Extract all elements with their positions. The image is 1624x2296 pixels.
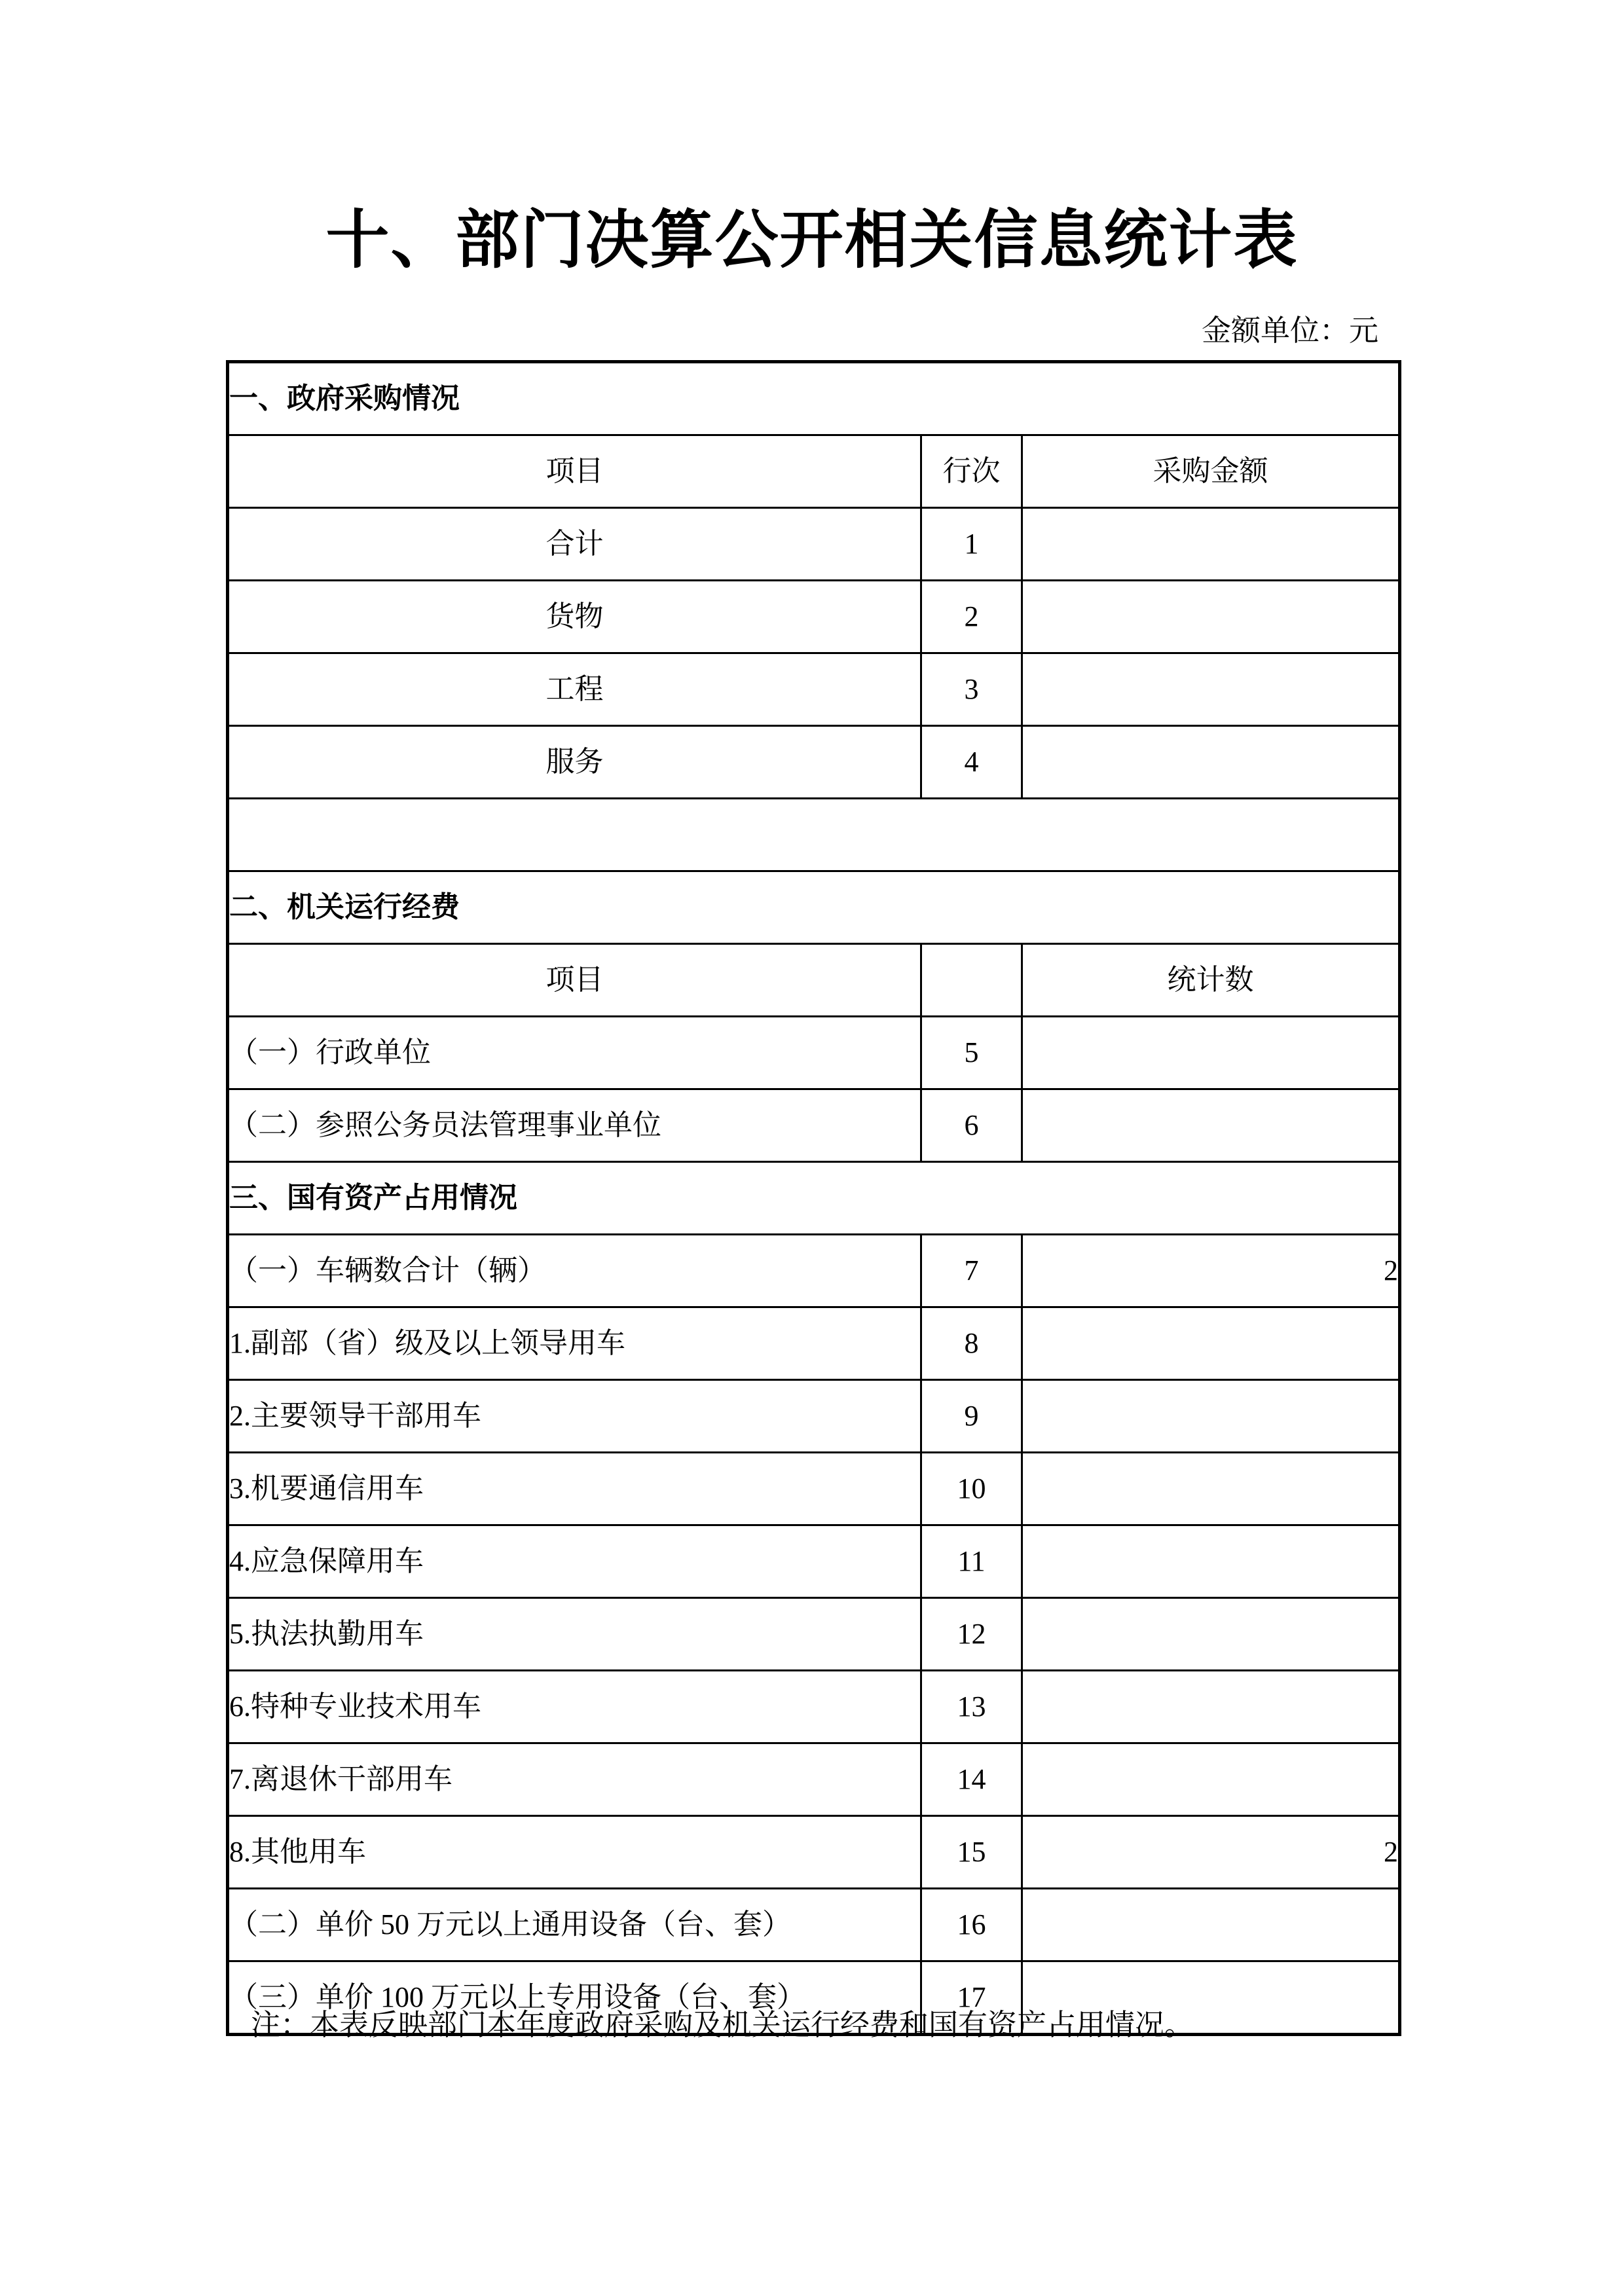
value-cell xyxy=(1022,726,1400,799)
rowno-cell: 15 xyxy=(921,1816,1022,1889)
table-row xyxy=(228,1017,1400,1089)
section2-title-row xyxy=(228,871,1400,944)
item-cell: （二）单价 50 万元以上通用设备（台、套） xyxy=(228,1889,921,1961)
table-row xyxy=(228,1525,1400,1598)
table-row xyxy=(228,1598,1400,1671)
table-row xyxy=(228,581,1400,653)
value-cell xyxy=(1022,1380,1400,1453)
rowno-cell: 7 xyxy=(921,1235,1022,1307)
column-header-rowno xyxy=(921,944,1022,1017)
item-cell: （二）参照公务员法管理事业单位 xyxy=(228,1089,921,1162)
table-row xyxy=(228,1089,1400,1162)
rowno-cell: 8 xyxy=(921,1307,1022,1380)
spacer-cell xyxy=(228,799,1400,871)
value-cell: 2 xyxy=(1022,1816,1400,1889)
page-title: 十、部门决算公开相关信息统计表 xyxy=(325,206,1299,276)
rowno-cell: 13 xyxy=(921,1671,1022,1743)
rowno-cell: 16 xyxy=(921,1889,1022,1961)
value-cell xyxy=(1022,1889,1400,1961)
value-cell: 2 xyxy=(1022,1235,1400,1307)
section3-title-row xyxy=(228,1162,1400,1235)
section1-title: 一、政府采购情况 xyxy=(228,362,1400,435)
statistics-table xyxy=(226,360,1401,2036)
rowno-cell: 3 xyxy=(921,653,1022,726)
table-row xyxy=(228,1380,1400,1453)
rowno-cell: 17 xyxy=(921,1961,1022,2035)
value-cell xyxy=(1022,1525,1400,1598)
item-cell: 5.执法执勤用车 xyxy=(228,1598,921,1671)
table-row xyxy=(228,1671,1400,1743)
section3-title: 三、国有资产占用情况 xyxy=(228,1162,1400,1235)
value-cell xyxy=(1022,1743,1400,1816)
item-cell: 3.机要通信用车 xyxy=(228,1453,921,1525)
value-cell xyxy=(1022,1453,1400,1525)
table-row xyxy=(228,1816,1400,1889)
rowno-cell: 1 xyxy=(921,508,1022,581)
item-cell: （一）行政单位 xyxy=(228,1017,921,1089)
section1-title-row xyxy=(228,362,1400,435)
column-header-stat: 统计数 xyxy=(1022,944,1400,1017)
rowno-cell: 9 xyxy=(921,1380,1022,1453)
section2-header-row xyxy=(228,944,1400,1017)
value-cell xyxy=(1022,581,1400,653)
column-header-amount: 采购金额 xyxy=(1022,435,1400,508)
item-cell: 1.副部（省）级及以上领导用车 xyxy=(228,1307,921,1380)
section1-header-row xyxy=(228,435,1400,508)
column-header-item: 项目 xyxy=(228,944,921,1017)
item-cell: （三）单价 100 万元以上专用设备（台、套） xyxy=(228,1961,921,2035)
rowno-cell: 4 xyxy=(921,726,1022,799)
item-cell: 服务 xyxy=(228,726,921,799)
rowno-cell: 5 xyxy=(921,1017,1022,1089)
item-cell: 6.特种专业技术用车 xyxy=(228,1671,921,1743)
table-row xyxy=(228,726,1400,799)
table-row xyxy=(228,1235,1400,1307)
rowno-cell: 6 xyxy=(921,1089,1022,1162)
rowno-cell: 11 xyxy=(921,1525,1022,1598)
item-cell: 合计 xyxy=(228,508,921,581)
item-cell: 工程 xyxy=(228,653,921,726)
value-cell xyxy=(1022,653,1400,726)
value-cell xyxy=(1022,1017,1400,1089)
table-row xyxy=(228,508,1400,581)
table-row xyxy=(228,1889,1400,1961)
spacer-row xyxy=(228,799,1400,871)
value-cell xyxy=(1022,1671,1400,1743)
item-cell: 货物 xyxy=(228,581,921,653)
table-footnote: 注：本表反映部门本年度政府采购及机关运行经费和国有资产占用情况。 xyxy=(251,2009,1194,2041)
value-cell xyxy=(1022,1598,1400,1671)
rowno-cell: 10 xyxy=(921,1453,1022,1525)
rowno-cell: 14 xyxy=(921,1743,1022,1816)
table-row xyxy=(228,653,1400,726)
item-cell: （一）车辆数合计（辆） xyxy=(228,1235,921,1307)
item-cell: 4.应急保障用车 xyxy=(228,1525,921,1598)
rowno-cell: 12 xyxy=(921,1598,1022,1671)
item-cell: 8.其他用车 xyxy=(228,1816,921,1889)
item-cell: 2.主要领导干部用车 xyxy=(228,1380,921,1453)
value-cell xyxy=(1022,1307,1400,1380)
table-row xyxy=(228,1307,1400,1380)
value-cell xyxy=(1022,1089,1400,1162)
value-cell xyxy=(1022,508,1400,581)
table-row xyxy=(228,1453,1400,1525)
section2-title: 二、机关运行经费 xyxy=(228,871,1400,944)
table-row xyxy=(228,1743,1400,1816)
amount-unit-note: 金额单位：元 xyxy=(1201,314,1378,347)
column-header-item: 项目 xyxy=(228,435,921,508)
column-header-rowno: 行次 xyxy=(921,435,1022,508)
rowno-cell: 2 xyxy=(921,581,1022,653)
item-cell: 7.离退休干部用车 xyxy=(228,1743,921,1816)
